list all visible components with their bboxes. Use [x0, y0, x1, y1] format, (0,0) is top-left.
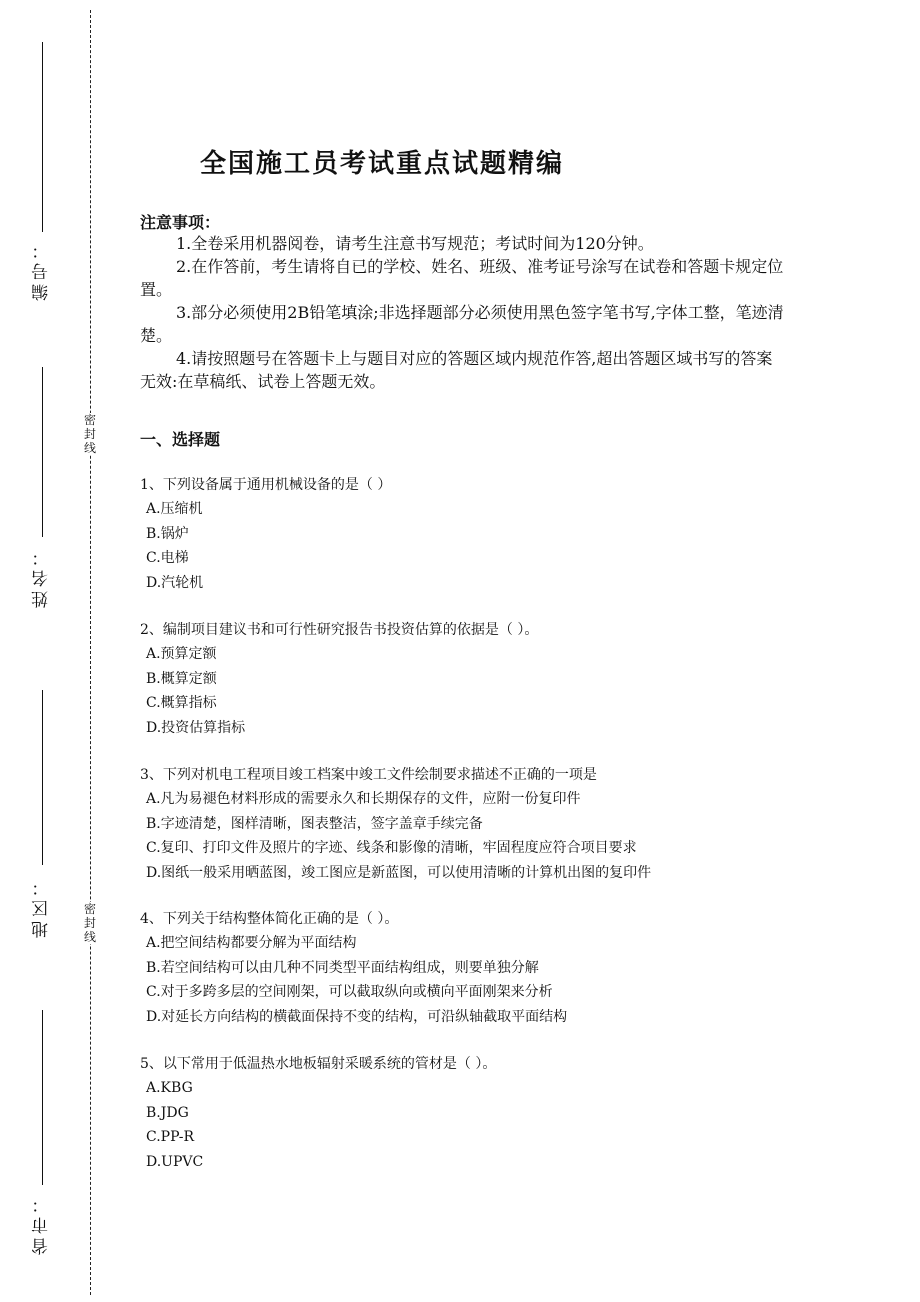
option-c[interactable]: C.对于多跨多层的空间刚架，可以截取纵向或横向平面刚架来分析 — [146, 984, 553, 1000]
name-blank-line[interactable] — [42, 367, 43, 537]
seal-dashed-line — [90, 10, 91, 1295]
option-b[interactable]: B.概算定额 — [146, 670, 217, 687]
notice-heading: 注意事项： — [140, 213, 221, 232]
question-2 — [140, 618, 780, 740]
seal-char: 密 — [83, 413, 96, 427]
option-c[interactable]: C.PP-R — [146, 1129, 195, 1145]
question-4 — [140, 907, 780, 1029]
notice-item: 2.在作答前，考生请将自已的学校、姓名、班级、准考证号涂写在试卷和答题卡规定位置。 — [140, 257, 784, 299]
notice-item: 4.请按照题号在答题卡上与题目对应的答题区域内规范作答,超出答题区域书写的答案无效:在草稿纸、试卷上答题无效。 — [140, 349, 773, 391]
question-stem: 3、下列对机电工程项目竣工档案中竣工文件绘制要求描述不正确的一项是 — [140, 767, 597, 783]
option-c[interactable]: C.电梯 — [146, 550, 189, 566]
option-a[interactable]: A.KBG — [146, 1080, 193, 1096]
seal-char: 密 — [83, 902, 96, 916]
notice-item: 3.部分必须使用2B铅笔填涂;非选择题部分必须使用黑色签字笔书写,字体工整，笔迹清楚。 — [140, 303, 784, 345]
notice-list — [140, 232, 785, 393]
option-d[interactable]: D.投资估算指标 — [146, 719, 246, 736]
seal-mark-upper — [82, 413, 98, 455]
option-d[interactable]: D.对延长方向结构的横截面保持不变的结构，可沿纵轴截取平面结构 — [146, 1008, 568, 1025]
option-d[interactable]: D.UPVC — [146, 1153, 204, 1170]
option-c[interactable]: C.概算指标 — [146, 695, 217, 711]
region-label: 地区： — [32, 875, 52, 938]
option-d[interactable]: D.汽轮机 — [146, 574, 204, 591]
seal-char: 封 — [83, 916, 96, 930]
option-a[interactable]: A.凡为易褪色材料形成的需要永久和长期保存的文件，应附一份复印件 — [146, 791, 581, 807]
seal-mark-lower — [82, 902, 98, 944]
option-c[interactable]: C.复印、打印文件及照片的字迹、线条和影像的清晰，牢固程度应符合项目要求 — [146, 840, 637, 856]
option-b[interactable]: B.字迹清楚，图样清晰，图表整洁，签字盖章手续完备 — [146, 815, 483, 832]
section-title: 一、选择题 — [140, 430, 221, 449]
option-a[interactable]: A.压缩机 — [146, 501, 203, 517]
option-a[interactable]: A.把空间结构都要分解为平面结构 — [146, 935, 357, 951]
notice-item: 1.全卷采用机器阅卷，请考生注意书写规范；考试时间为120分钟。 — [176, 234, 654, 253]
seal-char: 封 — [83, 427, 96, 441]
option-d[interactable]: D.图纸一般采用晒蓝图，竣工图应是新蓝图，可以使用清晰的计算机出图的复印件 — [146, 864, 652, 881]
question-stem: 5、以下常用于低温热水地板辐射采暖系统的管材是（ ）。 — [140, 1056, 497, 1072]
question-stem: 1、下列设备属于通用机械设备的是（ ） — [140, 477, 392, 493]
exam-title: 全国施工员考试重点试题精编 — [200, 149, 565, 179]
question-3 — [140, 763, 780, 885]
option-b[interactable]: B.若空间结构可以由几种不同类型平面结构组成，则要单独分解 — [146, 959, 539, 976]
binding-margin — [0, 0, 100, 1302]
question-1 — [140, 473, 780, 595]
serial-number-blank-line[interactable] — [42, 42, 43, 232]
option-a[interactable]: A.预算定额 — [146, 646, 217, 662]
question-5 — [140, 1052, 780, 1174]
question-stem: 2、编制项目建议书和可行性研究报告书投资估算的依据是（ ）。 — [140, 622, 539, 638]
name-label: 姓名： — [32, 545, 52, 608]
serial-number-label: 编号： — [32, 238, 52, 301]
option-b[interactable]: B.锅炉 — [146, 525, 189, 542]
province-city-blank-line[interactable] — [42, 1010, 43, 1185]
seal-char: 线 — [83, 930, 96, 944]
province-city-label: 省市： — [32, 1192, 52, 1255]
seal-char: 线 — [83, 441, 96, 455]
question-stem: 4、下列关于结构整体简化正确的是（ ）。 — [140, 911, 399, 927]
option-b[interactable]: B.JDG — [146, 1104, 189, 1121]
region-blank-line[interactable] — [42, 690, 43, 865]
